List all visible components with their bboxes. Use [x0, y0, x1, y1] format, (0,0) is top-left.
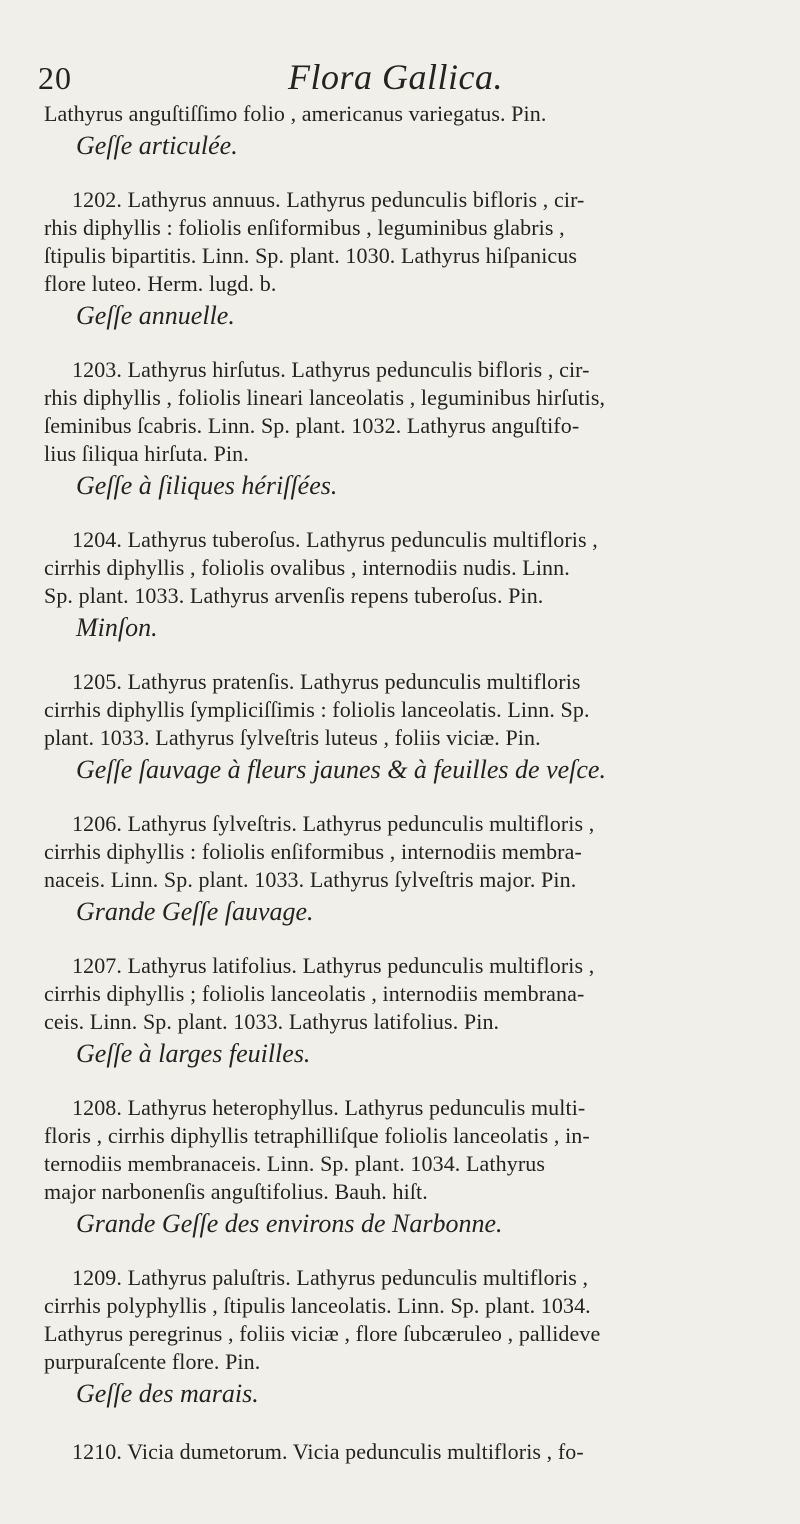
- entry-line: major narbonenſis anguſtifolius. Bauh. hiſt.: [44, 1179, 428, 1204]
- entry-line: ceis. Linn. Sp. plant. 1033. Lathyrus latifolius. Pin.: [44, 1009, 500, 1034]
- common-name: Geſſe annuelle.: [76, 301, 235, 330]
- entry-1210: [44, 1438, 788, 1466]
- entry-line: naceis. Linn. Sp. plant. 1033. Lathyrus ſylveſtris major. Pin.: [44, 867, 577, 892]
- entry-continued: [44, 100, 788, 162]
- entry-line: ſtipulis bipartitis. Linn. Sp. plant. 1030. Lathyrus hiſpanicus: [44, 243, 578, 268]
- entry-line: lius ſiliqua hirſuta. Pin.: [44, 441, 249, 466]
- entry-line: 1207. Lathyrus latifolius. Lathyrus pedunculis multifloris ,: [72, 953, 595, 978]
- entry-1208: [44, 1094, 788, 1240]
- common-name: Geſſe à ſiliques hériſſées.: [76, 471, 338, 500]
- entry-line: Lathyrus anguſtiſſimo folio , americanus variegatus. Pin.: [44, 101, 547, 126]
- entry-line: 1209. Lathyrus paluſtris. Lathyrus pedunculis multifloris ,: [72, 1265, 589, 1290]
- entry-1205: [44, 668, 788, 786]
- entry-1202: [44, 186, 788, 332]
- entry-line: rhis diphyllis , foliolis lineari lanceolatis , leguminibus hirſutis,: [44, 385, 606, 410]
- entry-line: 1208. Lathyrus heterophyllus. Lathyrus pedunculis multi-: [72, 1095, 586, 1120]
- common-name: Grande Geſſe des environs de Narbonne.: [76, 1209, 503, 1238]
- entry-line: ſeminibus ſcabris. Linn. Sp. plant. 1032. Lathyrus anguſtifo-: [44, 413, 580, 438]
- common-name: Grande Geſſe ſauvage.: [76, 897, 314, 926]
- entry-line: 1205. Lathyrus pratenſis. Lathyrus pedunculis multifloris: [72, 669, 581, 694]
- common-name: Geſſe articulée.: [76, 131, 238, 160]
- entry-line: cirrhis diphyllis ; foliolis lanceolatis , internodiis membrana-: [44, 981, 585, 1006]
- entry-1209: [44, 1264, 788, 1410]
- entry-line: 1202. Lathyrus annuus. Lathyrus pedunculis bifloris , cir-: [72, 187, 585, 212]
- common-name: Geſſe des marais.: [76, 1379, 259, 1408]
- entry-line: rhis diphyllis : foliolis enſiformibus , leguminibus glabris ,: [44, 215, 565, 240]
- page-header: [38, 57, 788, 100]
- entry-line: 1210. Vicia dumetorum. Vicia pedunculis multifloris , fo-: [72, 1439, 584, 1464]
- running-title: Flora Gallica.: [288, 57, 503, 97]
- entry-line: ternodiis membranaceis. Linn. Sp. plant. 1034. Lathyrus: [44, 1151, 546, 1176]
- entry-line: 1203. Lathyrus hirſutus. Lathyrus pedunculis bifloris , cir-: [72, 357, 590, 382]
- entry-line: cirrhis diphyllis : foliolis enſiformibus , internodiis membra-: [44, 839, 582, 864]
- entry-line: cirrhis diphyllis ſympliciſſimis : foliolis lanceolatis. Linn. Sp.: [44, 697, 590, 722]
- entry-1204: [44, 526, 788, 644]
- common-name: Geſſe ſauvage à fleurs jaunes & à feuilles de veſce.: [76, 755, 606, 784]
- entry-line: 1204. Lathyrus tuberoſus. Lathyrus pedunculis multifloris ,: [72, 527, 598, 552]
- entry-1207: [44, 952, 788, 1070]
- page-number: 20: [38, 60, 72, 96]
- entry-line: Sp. plant. 1033. Lathyrus arvenſis repens tuberoſus. Pin.: [44, 583, 544, 608]
- entry-line: flore luteo. Herm. lugd. b.: [44, 271, 277, 296]
- common-name: Minſon.: [76, 613, 158, 642]
- entry-line: Lathyrus peregrinus , foliis viciæ , flore ſubcæruleo , pallideve: [44, 1321, 601, 1346]
- entry-line: cirrhis diphyllis , foliolis ovalibus , internodiis nudis. Linn.: [44, 555, 570, 580]
- common-name: Geſſe à larges feuilles.: [76, 1039, 311, 1068]
- entry-line: floris , cirrhis diphyllis tetraphilliſque foliolis lanceolatis , in-: [44, 1123, 590, 1148]
- entry-line: purpuraſcente flore. Pin.: [44, 1349, 261, 1374]
- entry-line: plant. 1033. Lathyrus ſylveſtris luteus , foliis viciæ. Pin.: [44, 725, 541, 750]
- entry-line: 1206. Lathyrus ſylveſtris. Lathyrus pedunculis multifloris ,: [72, 811, 595, 836]
- entry-1206: [44, 810, 788, 928]
- entry-line: cirrhis polyphyllis , ſtipulis lanceolatis. Linn. Sp. plant. 1034.: [44, 1293, 591, 1318]
- entry-1203: [44, 356, 788, 502]
